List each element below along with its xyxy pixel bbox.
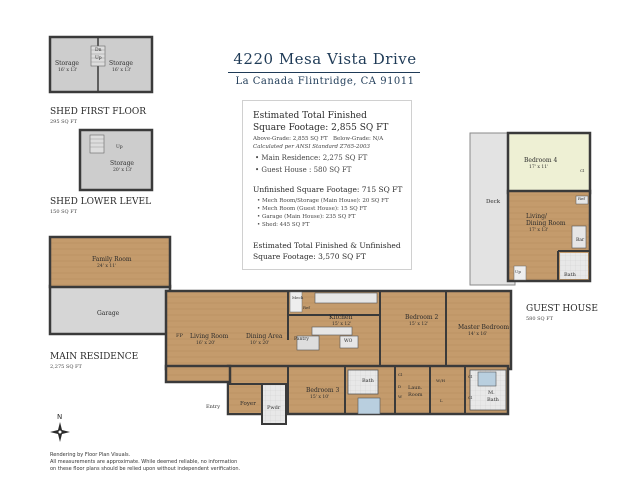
- disclaimer-line: Rendering by Floor Plan Visuals.: [50, 452, 131, 458]
- total-title-line-2: Square Footage: 3,570 SQ FT: [253, 252, 366, 261]
- disclaimer-line: on these floor plans should be relied upon without independent verification.: [50, 466, 241, 472]
- closet-label: Cl: [580, 168, 585, 173]
- room-label-storage: Storage: [109, 60, 133, 67]
- guest-house-sqft-label: 580 SQ FT: [526, 316, 554, 322]
- room-label-foyer: Foyer: [240, 401, 256, 407]
- fireplace-label: FP: [176, 333, 183, 339]
- stair-label-dn: Dn: [95, 48, 102, 53]
- shed-lower-level-title: SHED LOWER LEVEL: [50, 197, 152, 207]
- room-dim-dining: 10' x 20': [250, 341, 270, 346]
- mech-label: Mech: [292, 295, 304, 300]
- room-dim-bedroom-3: 15' x 10': [310, 395, 330, 400]
- room-label-living-dining: Living/: [526, 213, 547, 220]
- room-label-bedroom-2: Bedroom 2: [405, 314, 439, 321]
- room-dim-living: 16' x 20': [196, 341, 216, 346]
- room-dim-family: 24' x 11': [97, 264, 117, 269]
- property-city-subtitle: La Canada Flintridge, CA 91011: [235, 76, 415, 87]
- unfinished-item-text: Mech Room/Storage (Main House): 20 SQ FT: [262, 198, 389, 204]
- room-label-family: Family Room: [92, 256, 132, 263]
- washer-w-label: W: [398, 394, 403, 399]
- shed-lower-level-sqft: 150 SQ FT: [50, 209, 78, 215]
- laundry-label-2: Room: [408, 392, 423, 398]
- room-label-living-dining-2: Dining Room: [526, 220, 566, 227]
- bath-label: Bath: [564, 272, 576, 278]
- room-label-powder: Pwdr: [267, 405, 281, 411]
- guest-house-plan: [470, 133, 590, 285]
- laundry-label: Laun.: [408, 385, 423, 391]
- total-title-line-1: Estimated Total Finished & Unfinished: [253, 241, 401, 250]
- unfinished-item: • Shed: 445 SQ FT: [257, 222, 310, 228]
- room-label-kitchen: Kitchen: [329, 314, 353, 321]
- room-dim-storage: 20' x 13': [113, 168, 133, 173]
- square-footage-summary: [242, 100, 412, 270]
- unfinished-item: • Garage (Main House): 235 SQ FT: [257, 214, 356, 220]
- main-residence-sqft-label: 2,275 SQ FT: [50, 364, 82, 370]
- bath-label: Bath: [362, 378, 374, 384]
- unfinished-item: • Mech Room/Storage (Main House): 20 SQ FT: [257, 198, 389, 204]
- room-label-bedroom-3: Bedroom 3: [306, 387, 340, 394]
- stair-label-up: Up: [116, 145, 123, 150]
- shed-first-floor-title: SHED FIRST FLOOR: [50, 107, 147, 117]
- room-dim-bedroom-4: 17' x 11': [529, 165, 549, 170]
- room-dim-storage: 16' x 13': [58, 68, 78, 73]
- room-dim-living-dining: 17' x 13': [529, 228, 549, 233]
- main-residence-title: MAIN RESIDENCE: [50, 352, 139, 362]
- room-label-storage: Storage: [55, 60, 79, 67]
- unfinished-item-text: Garage (Main House): 235 SQ FT: [262, 214, 356, 220]
- finished-title-line-2: Square Footage: 2,855 SQ FT: [253, 123, 389, 133]
- main-residence-sqft: Main Residence: 2,275 SQ FT: [261, 154, 368, 162]
- closet-label: Cl: [468, 395, 473, 400]
- guest-house-bullet: • Guest House : 580 SQ FT: [255, 166, 352, 174]
- ansi-standard-text: Calculated per ANSI Standard Z765-2003: [253, 144, 370, 150]
- compass-rose-icon: [50, 422, 70, 442]
- title-divider: [228, 72, 420, 73]
- closet-label: Cl: [468, 374, 473, 379]
- washer-label: WO: [344, 339, 353, 344]
- compass-north-label: N: [57, 413, 63, 421]
- above-grade-text: Above-Grade: 2,855 SQ FT: [253, 136, 328, 142]
- room-label-garage: Garage: [97, 310, 120, 317]
- pantry-label: Pantry: [294, 337, 309, 342]
- guest-house-sqft: Guest House : 580 SQ FT: [261, 166, 352, 174]
- room-dim-storage: 16' x 13': [112, 68, 132, 73]
- ref-label: Ref: [578, 196, 585, 201]
- shed-first-floor-sqft: 295 SQ FT: [50, 119, 78, 125]
- room-dim-kitchen: 15' x 12': [332, 322, 352, 327]
- room-label-bedroom-4: Bedroom 4: [524, 157, 558, 164]
- unfinished-title: Unfinished Square Footage: 715 SQ FT: [253, 185, 403, 194]
- stair-label-up: Up: [515, 269, 521, 274]
- main-residence-bullet: • Main Residence: 2,275 SQ FT: [255, 154, 368, 162]
- entry-label: Entry: [206, 404, 221, 410]
- closet-label: Cl: [398, 372, 403, 377]
- guest-house-title: GUEST HOUSE: [526, 304, 598, 314]
- dryer-label: D: [398, 384, 402, 389]
- room-label-living: Living Room: [190, 333, 229, 340]
- room-dim-master: 14' x 16': [468, 332, 488, 337]
- linen-label: L: [440, 398, 443, 403]
- ref-label: Ref: [303, 305, 310, 310]
- master-bath-label: M.: [488, 390, 495, 396]
- room-label-storage: Storage: [110, 160, 134, 167]
- master-bath-label-2: Bath: [487, 397, 499, 403]
- room-dim-bedroom-2: 15' x 12': [409, 322, 429, 327]
- room-label-dining: Dining Area: [246, 333, 283, 340]
- below-grade-text: Below-Grade: N/A: [333, 136, 384, 142]
- bar-label: Bar: [576, 238, 585, 243]
- room-label-deck: Deck: [486, 199, 501, 205]
- property-address-title: 4220 Mesa Vista Drive: [233, 50, 417, 68]
- water-heater-label: W/H: [436, 378, 445, 383]
- unfinished-item: • Mech Room (Guest House): 15 SQ FT: [257, 206, 367, 212]
- stair-label-up: Up: [95, 56, 102, 61]
- unfinished-item-text: Mech Room (Guest House): 15 SQ FT: [262, 206, 367, 212]
- unfinished-item-text: Shed: 445 SQ FT: [262, 222, 310, 228]
- room-label-master: Master Bedroom: [458, 324, 510, 331]
- disclaimer-line: All measurements are approximate. While deemed reliable, no information: [50, 459, 238, 465]
- finished-title-line-1: Estimated Total Finished: [253, 111, 367, 121]
